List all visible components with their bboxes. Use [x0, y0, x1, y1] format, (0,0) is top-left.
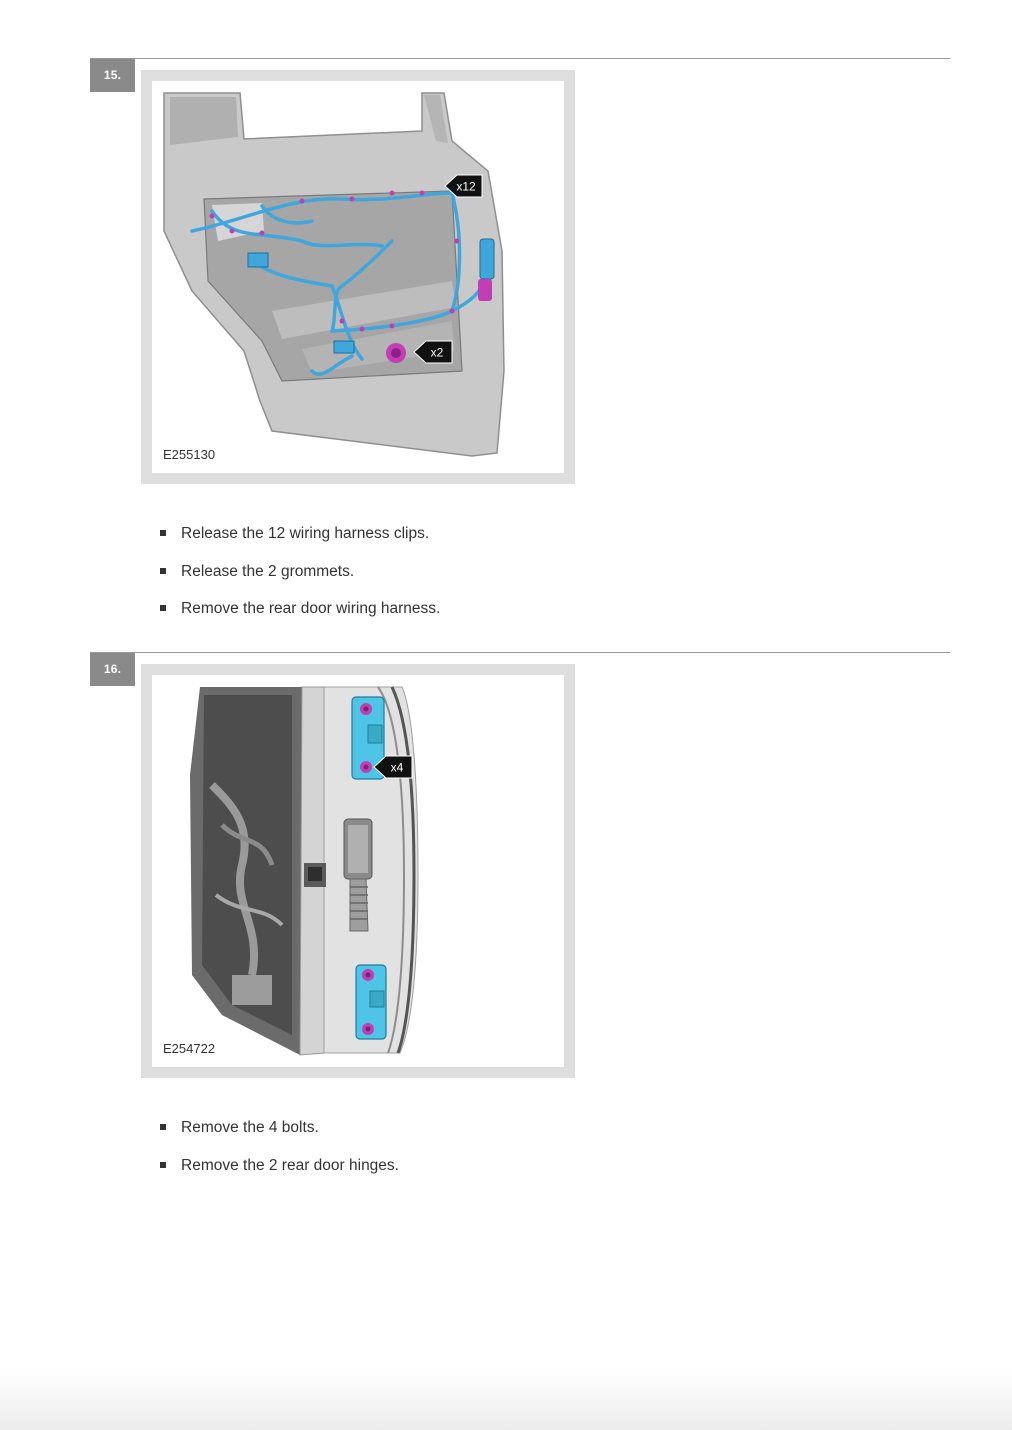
callout-label: x4	[390, 760, 404, 775]
door-wiring-illustration	[152, 81, 564, 473]
step-divider	[90, 652, 950, 653]
step-figure	[141, 70, 575, 484]
instruction-item: Release the 12 wiring harness clips.	[160, 524, 440, 562]
step-number-badge: 15.	[90, 59, 135, 92]
page-bottom-shade	[0, 1370, 1012, 1430]
instruction-list	[160, 524, 440, 637]
door-hinge-illustration	[152, 675, 564, 1067]
step-figure	[141, 664, 575, 1078]
instruction-item: Remove the 2 rear door hinges.	[160, 1156, 399, 1194]
figure-code: E254722	[163, 1041, 216, 1056]
figure-code: E255130	[163, 447, 216, 462]
instruction-item: Remove the rear door wiring harness.	[160, 599, 440, 637]
instruction-list	[160, 1118, 399, 1193]
step-divider	[90, 58, 950, 59]
figure-canvas	[152, 675, 564, 1067]
figure-canvas	[152, 81, 564, 473]
instruction-item: Release the 2 grommets.	[160, 562, 440, 600]
callout-label: x2	[430, 345, 444, 360]
step-number-badge: 16.	[90, 653, 135, 686]
callout-label: x12	[456, 179, 476, 194]
instruction-item: Remove the 4 bolts.	[160, 1118, 399, 1156]
